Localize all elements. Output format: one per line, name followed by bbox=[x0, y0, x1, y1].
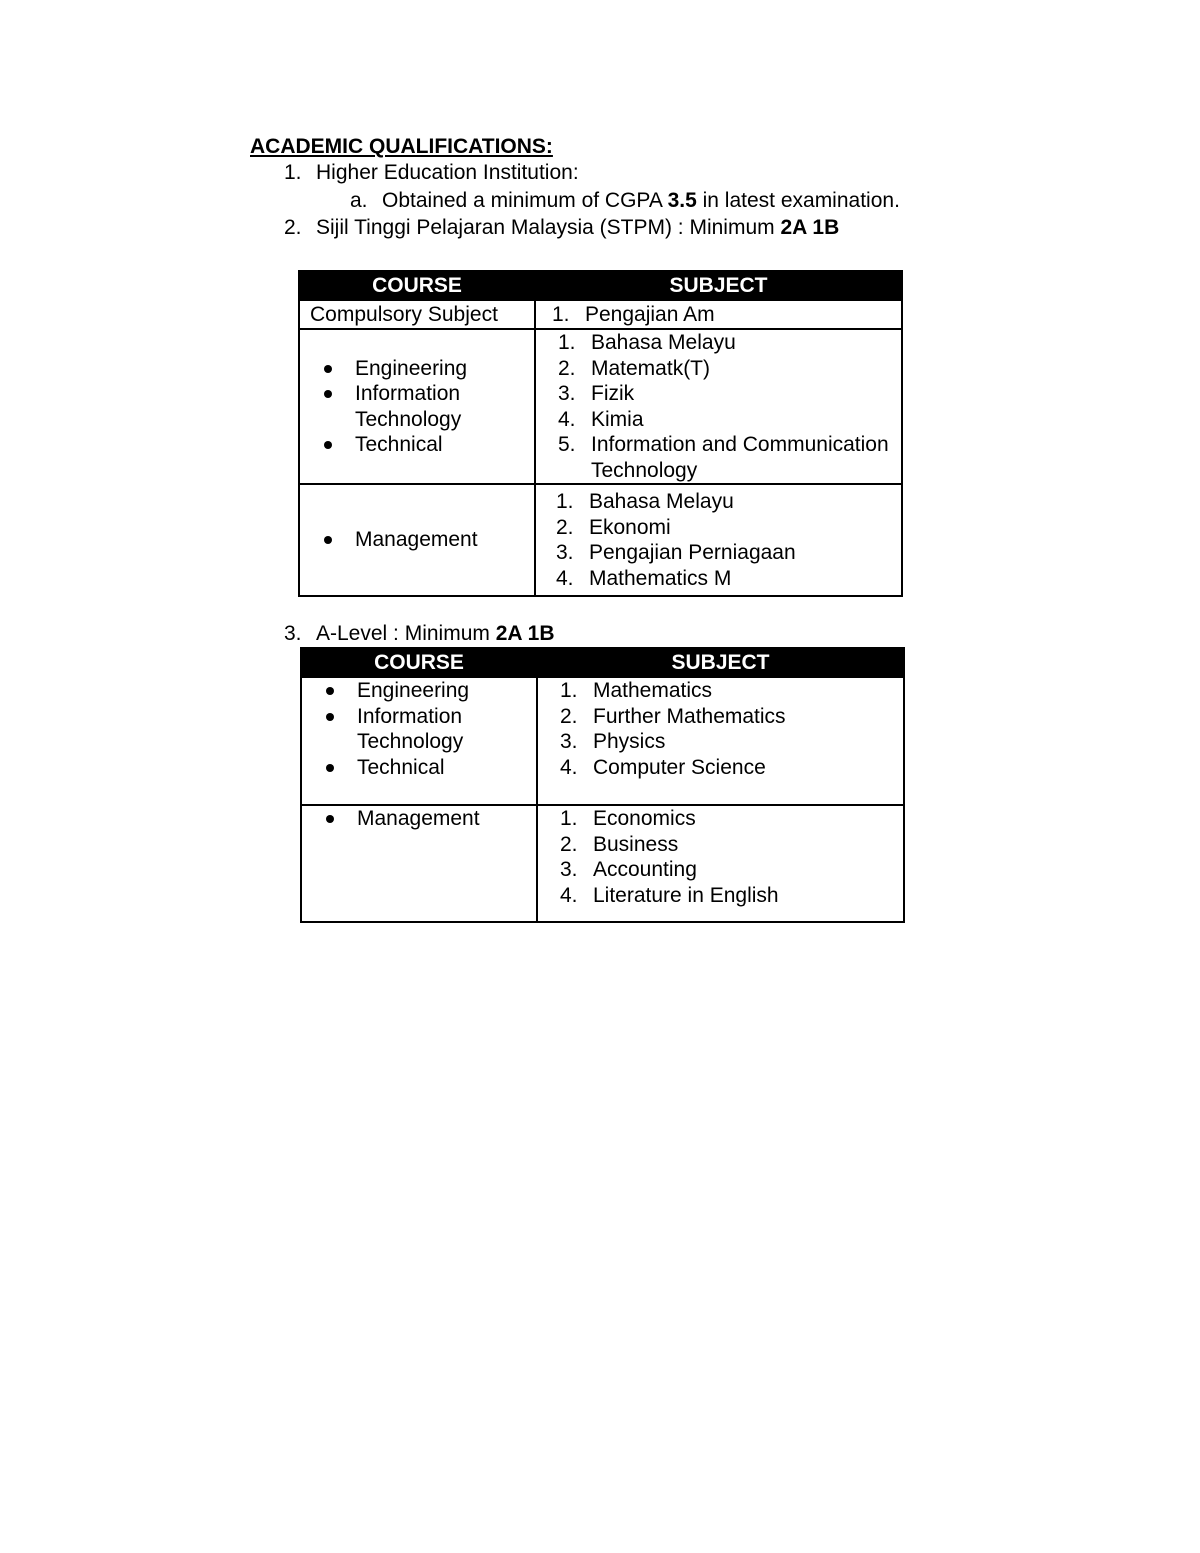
subject-item: 2. Further Mathematics bbox=[560, 704, 786, 728]
subject-item: 1. Economics bbox=[560, 807, 696, 830]
item-text: Sijil Tinggi Pelajaran Malaysia (STPM) : Minimum bbox=[316, 216, 775, 239]
table-row bbox=[301, 805, 904, 922]
subject-item: 2. Ekonomi bbox=[556, 515, 671, 539]
course-label: Compulsory Subject bbox=[310, 302, 498, 326]
bullet-icon bbox=[324, 441, 332, 449]
course-cell bbox=[299, 329, 535, 484]
qualification-item-1a bbox=[350, 188, 900, 213]
subject-item: 3. Fizik bbox=[558, 382, 635, 405]
grade-requirement: 2A 1B bbox=[780, 216, 840, 239]
subject-item: 2. Matematk(T) bbox=[558, 356, 711, 380]
table-row bbox=[299, 484, 902, 596]
subject-item: 4. Literature in English bbox=[560, 883, 779, 907]
subject-item: 5. Information and Communication Technology bbox=[558, 433, 889, 482]
subject-item: 1. Bahasa Melayu bbox=[558, 331, 736, 354]
column-header-course: COURSE bbox=[299, 271, 535, 300]
course-item: Information Technology bbox=[322, 704, 536, 755]
qualification-item-3 bbox=[284, 621, 554, 646]
item-text-end: in latest examination. bbox=[702, 189, 900, 212]
table-row bbox=[299, 329, 902, 484]
subject-item: 4. Mathematics M bbox=[556, 566, 732, 590]
course-item: Technical bbox=[320, 432, 534, 458]
course-cell bbox=[301, 805, 537, 922]
course-cell bbox=[299, 300, 535, 329]
course-item: Technical bbox=[322, 755, 536, 781]
item-text: Obtained a minimum of CGPA bbox=[382, 189, 662, 212]
subject-item: 1. Bahasa Melayu bbox=[556, 490, 734, 513]
table-row bbox=[301, 677, 904, 805]
bullet-icon bbox=[326, 687, 334, 695]
subject-cell bbox=[535, 329, 902, 484]
subject-item: 3. Accounting bbox=[560, 858, 697, 881]
subject-item: 2. Business bbox=[560, 832, 679, 856]
subject-item: 3. Pengajian Perniagaan bbox=[556, 541, 796, 564]
qualification-item-1 bbox=[284, 160, 579, 185]
course-item: Engineering bbox=[320, 356, 534, 382]
item-text: A-Level : Minimum bbox=[316, 622, 490, 645]
subject-item: 4. Computer Science bbox=[560, 755, 766, 779]
item-number: 1. bbox=[284, 161, 302, 184]
bullet-icon bbox=[324, 390, 332, 398]
alevel-table bbox=[300, 647, 905, 923]
subject-cell bbox=[535, 300, 902, 329]
course-cell bbox=[301, 677, 537, 805]
course-item: Management bbox=[320, 527, 534, 553]
item-number: 3. bbox=[284, 622, 302, 645]
subject-item: 3. Physics bbox=[560, 730, 666, 753]
column-header-subject: SUBJECT bbox=[535, 271, 902, 300]
column-header-course: COURSE bbox=[301, 648, 537, 677]
column-header-subject: SUBJECT bbox=[537, 648, 904, 677]
bullet-icon bbox=[326, 815, 334, 823]
stpm-table bbox=[298, 270, 903, 597]
qualification-item-2 bbox=[284, 215, 839, 240]
course-item: Engineering bbox=[322, 678, 536, 704]
item-number: 2. bbox=[284, 216, 302, 239]
item-letter: a. bbox=[350, 189, 368, 212]
item-text: Higher Education Institution: bbox=[316, 161, 579, 184]
page-title: ACADEMIC QUALIFICATIONS: bbox=[250, 135, 553, 158]
table-row bbox=[299, 300, 902, 329]
course-item: Information Technology bbox=[320, 381, 534, 432]
grade-requirement: 2A 1B bbox=[495, 622, 555, 645]
cgpa-value: 3.5 bbox=[667, 189, 697, 212]
bullet-icon bbox=[326, 764, 334, 772]
subject-cell bbox=[535, 484, 902, 596]
bullet-icon bbox=[324, 365, 332, 373]
subject-cell bbox=[537, 805, 904, 922]
subject-item: 1. Pengajian Am bbox=[552, 302, 715, 326]
subject-item: 1. Mathematics bbox=[560, 679, 713, 702]
bullet-icon bbox=[324, 536, 332, 544]
course-item: Management bbox=[322, 806, 536, 832]
course-cell bbox=[299, 484, 535, 596]
table-header-row bbox=[301, 648, 904, 677]
subject-item: 4. Kimia bbox=[558, 407, 644, 431]
subject-cell bbox=[537, 677, 904, 805]
table-header-row bbox=[299, 271, 902, 300]
bullet-icon bbox=[326, 713, 334, 721]
